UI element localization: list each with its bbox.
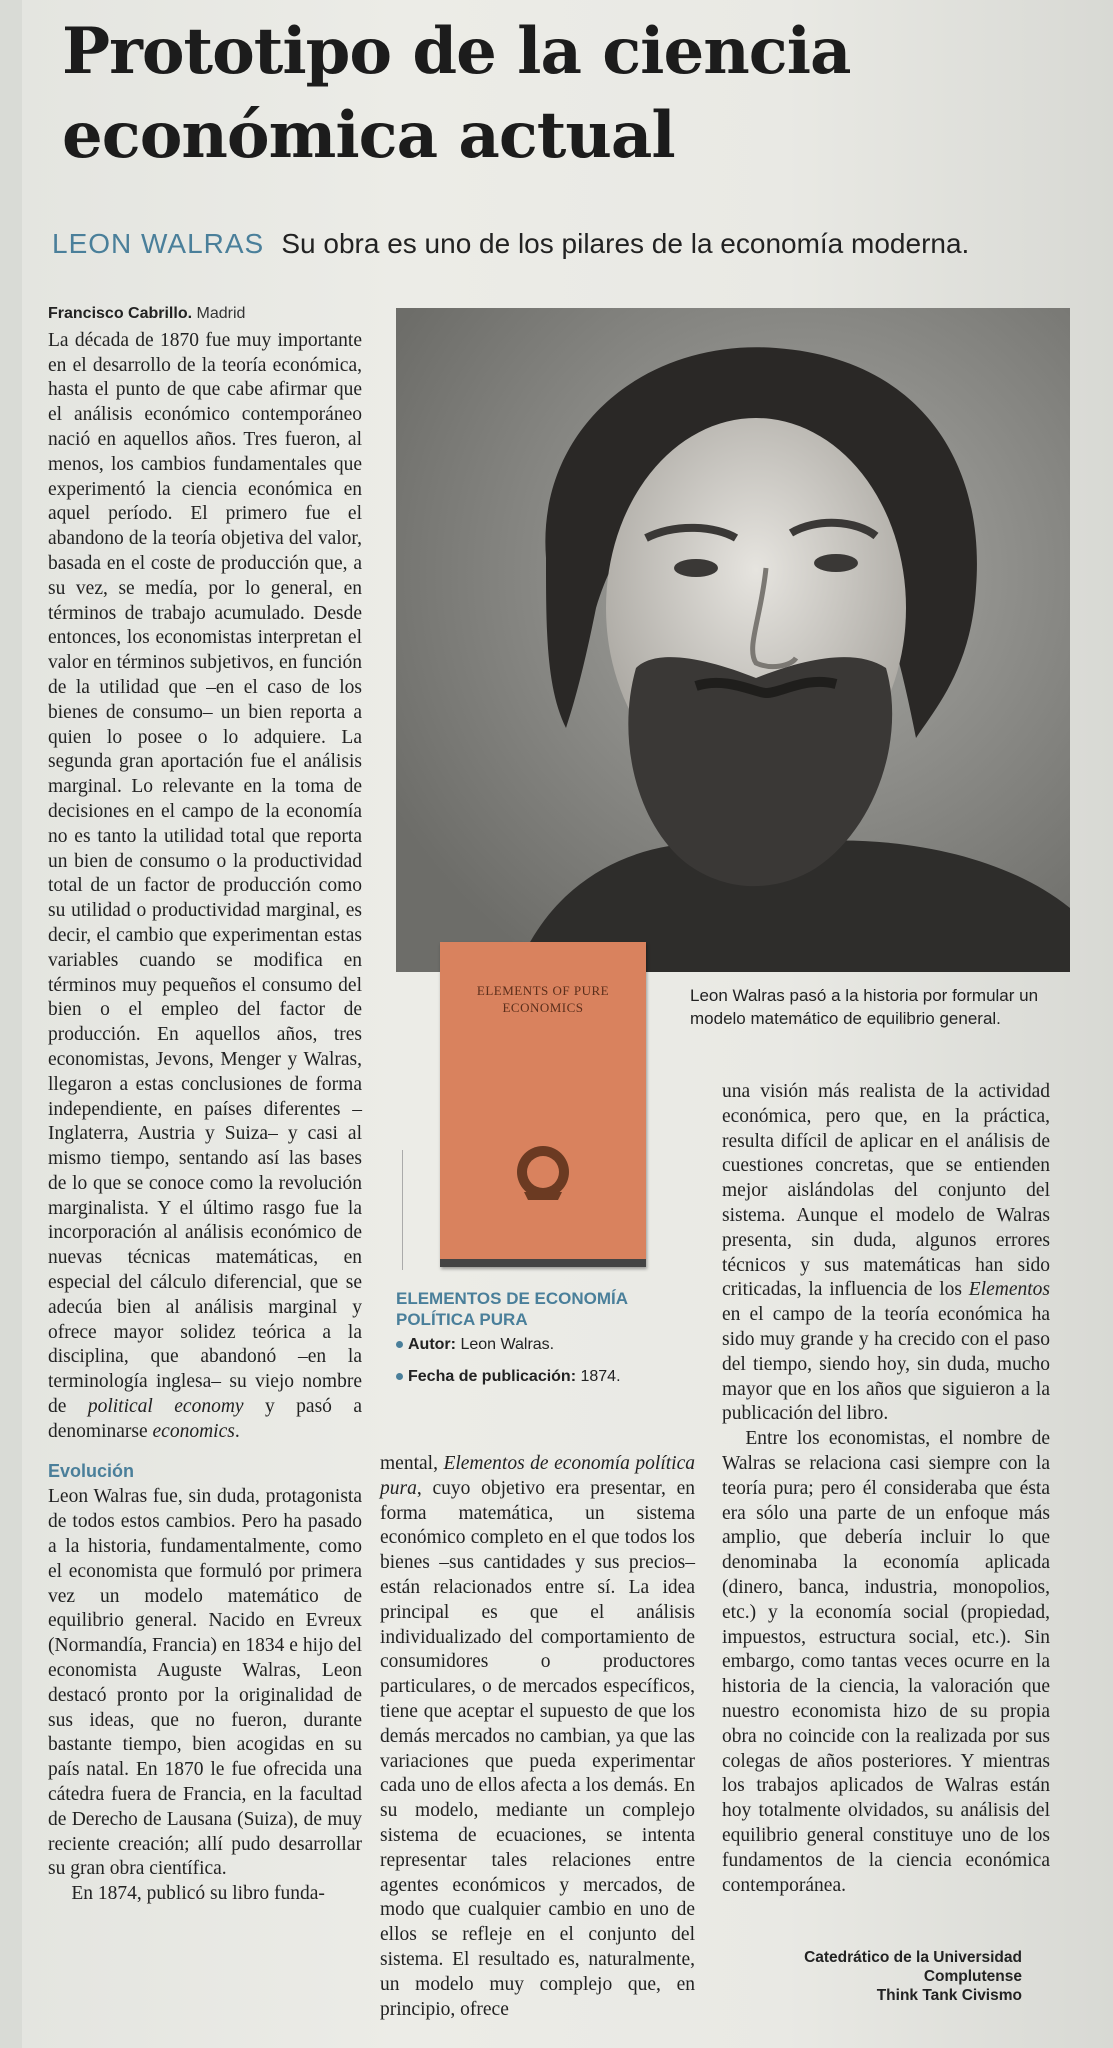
col2-rest: , cuyo objetivo era presentar, en forma matemática, un sistema económico completo en el que todos los bienes –sus cantidades y sus precios– están relacionados entre sí. La idea principal es que el análisis individualizado del comportamiento de consumidores o productores particulares, o de mercados específicos, tiene que aceptar el supuesto de que los demás mercados no cambian, ya que las variaciones que pueda experimentar cada uno de ellos afecta a los demás. En su modelo, mediante un complejo sistema de ecuaciones, se intenta representar tales relaciones entre agentes económicos y mercados, de modo que cualquier cambio en uno de ellos se refleje en el conjunto del sistema. El resultado es, naturalmente, un modelo muy complejo que, en principio, ofrece — [380, 1477, 695, 2020]
col1-p3: En 1874, publicó su libro funda- — [71, 1883, 325, 1905]
book-emblem-icon — [440, 942, 646, 1267]
paragraph — [722, 1080, 1050, 1427]
book-author-label: Autor: — [408, 1336, 456, 1353]
paragraph — [380, 1452, 695, 2022]
book-box-title: ELEMENTOS DE ECONOMÍA POLÍTICA PURA — [396, 1289, 628, 1329]
portrait-illustration — [396, 308, 1070, 972]
subhead — [52, 228, 1092, 260]
signature-line-3: Think Tank Civismo — [876, 1987, 1022, 2004]
book-date-label: Fecha de publicación: — [408, 1368, 577, 1385]
col1-italic-economics: economics — [152, 1420, 235, 1442]
headline: Prototipo de la ciencia económica actual — [62, 14, 851, 173]
book-connector-line — [402, 1150, 403, 1270]
column-3 — [722, 1080, 1050, 1898]
col3-p1b: en el campo de la teoría económica ha sido muy grande y ha crecido con el paso del tiempo, siendo hoy, sin duda, mucho mayor que en los años que siguieron a la publicación del libro. — [722, 1304, 1050, 1425]
subject-name: LEON WALRAS — [52, 228, 265, 259]
column-2 — [380, 1452, 695, 2022]
column-1 — [48, 302, 362, 1907]
col1-p1-mid: y pasó a denominarse — [48, 1396, 363, 1442]
col1-p1-end: . — [234, 1420, 240, 1442]
portrait-photo — [396, 308, 1070, 972]
book-cover — [440, 942, 646, 1267]
col1-p2: Leon Walras fue, sin duda, protagonista de todos estos cambios. Pero ha pasado a la historia, fundamentalmente, como el economista que formuló por primera vez un modelo matemático de equilibrio general. Nacido en Evreux (Normandía, Francia) en 1834 e hijo del economista Auguste Walras, Leon destacó pronto por la originalidad de sus ideas, que no fueron, durante bastante tiempo, bien acogidas en su país natal. En 1870 le fue ofrecida una cátedra fuera de Francia, en la facultad de Derecho de Lausana (Suiza), de muy reciente creación; allí pudo desarrollar su gran obra científica. — [48, 1486, 362, 1880]
bullet-icon — [396, 1341, 403, 1348]
book-date-line — [396, 1368, 621, 1386]
book-cover-title: ELEMENTS OF PURE ECONOMICS — [476, 983, 610, 1015]
col3-p1a: una visión más realista de la actividad económica, pero que, en la práctica, resulta difícil de aplicar en el análisis de cuestiones concretas, que se entienden mejor aislándolas del conjunto del sistema. Aunque el modelo de Walras presenta, sin duda, algunos errores técnicos y sus matemáticas han sido criticadas, la influencia de los — [722, 1081, 1050, 1301]
col2-italic-title: Elementos de economía política pura — [380, 1453, 695, 1499]
signature-line-1: Catedrático de la Universidad — [804, 1949, 1022, 1966]
col3-italic-elementos: Elementos — [968, 1279, 1050, 1301]
book-date-value: 1874. — [580, 1368, 621, 1385]
section-heading: Evolución — [48, 1460, 135, 1481]
col3-p2: Entre los economistas, el nombre de Walras se relaciona casi siempre con la teoría pura; pero él consideraba que ésta era sólo una parte de un enfoque más amplio, que debería incluir lo que denominaba la economía aplicada (dinero, banca, industria, monopolios, etc.) y la economía social (propiedad, impuestos, estructura social, etc.). Sin embargo, como tantas veces ocurre en la historia de la ciencia, la valoración que nuestro economista hizo de su propia obra no coincide con la realizada por sus colegas de años posteriores. Y mientras los trabajos aplicados de Walras están hoy totalmente olvidados, su análisis del equilibrio general constituye uno de los fundamentos de la ciencia económica contemporánea. — [722, 1428, 1050, 1896]
bullet-icon — [396, 1373, 403, 1380]
byline-author: Francisco Cabrillo. — [48, 305, 193, 322]
author-signature — [700, 1948, 1022, 2005]
col1-italic-political-economy: political economy — [87, 1396, 244, 1418]
subhead-deck: Su obra es uno de los pilares de la economía moderna. — [281, 228, 970, 259]
byline — [48, 302, 362, 327]
book-bottom-strip — [440, 1259, 646, 1267]
book-author-value: Leon Walras. — [460, 1336, 555, 1353]
col1-p1: La década de 1870 fue muy importante en el desarrollo de la teoría económica, hasta el punto de que cabe afirmar que el análisis económico contemporáneo nació en aquellos años. Tres fueron, al menos, los cambios fundamentales que experimentó la ciencia económica en aquel período. El primero fue el abandono de la teoría objetiva del valor, basada en el coste de producción que, a su vez, se medía, por lo general, en términos de trabajo acumulado. Desde entonces, los economistas interpretan el valor en términos subjetivos, en función de la utilidad que –en el caso de los bienes de consumo– un bien reporta a quien lo posee o lo adquiere. La segunda gran aportación fue el análisis marginal. Lo relevante en la toma de decisiones en el campo de la economía no es tanto la utilidad total que reporta un bien de consumo o la productividad total de un factor de producción como su utilidad o productividad marginal, es decir, el cambio que experimentan estas variables cuando se modifica en términos muy pequeños el consumo del bien o el empleo del factor de producción. En aquellos años, tres economistas, Jevons, Menger y Walras, llegaron a estas conclusiones de forma independiente, en países diferentes –Inglaterra, Austria y Suiza– y casi al mismo tiempo, sentando así las bases de lo que se conoce como la revolución marginalista. Y el último rasgo fue la incorporación al análisis económico de nuevas técnicas matemáticas, en especial del cálculo diferencial, que se adecúa bien al análisis marginal y ofrece mayor solidez teórica a la disciplina, que abandonó –en la terminología inglesa– su viejo nombre de — [48, 329, 362, 1418]
byline-city: Madrid — [196, 305, 246, 322]
photo-caption: Leon Walras pasó a la historia por formular un modelo matemático de equilibrio general. — [690, 986, 1039, 1028]
paragraph — [48, 329, 362, 1445]
book-author-line — [396, 1336, 554, 1354]
col2-start: mental, — [380, 1453, 444, 1474]
signature-line-2: Complutense — [923, 1968, 1022, 1985]
